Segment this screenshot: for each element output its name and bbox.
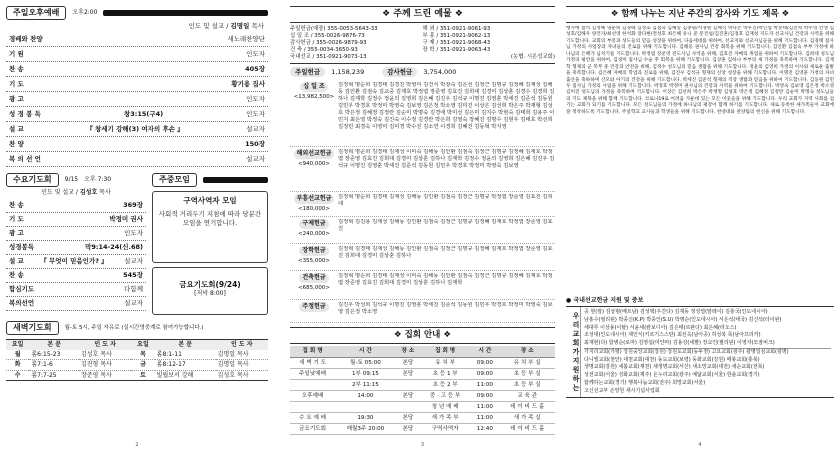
dawn-schedule-table xyxy=(6,339,268,381)
diamond-icon: ❖ xyxy=(454,9,463,19)
offering-label: 부흥선교헌금 xyxy=(294,194,335,204)
table-cell: 데 이 비 드 홀 xyxy=(499,402,555,413)
table-cell: 김진형 목사 xyxy=(80,361,112,369)
table-cell: 교 육 관 xyxy=(499,391,555,402)
missions-line: 남홍수(필리핀) 박종신(K.P) 박종인(S.U) 박명순(인도네시아) 서은석(태국) 김신석(타이완) xyxy=(584,316,782,323)
dawn-note: 월-토 5시, 주일 자유로 (실시간영중계로 참여가능합니다.) xyxy=(64,324,204,331)
offering-names: 김정혁 명순희 김경태 김재성 이미숙 김해동 김인환 김점숙 김정근 김명규 김정혜 김재호 박정엽 장준영 김효진 김희대 김경미 김상훈 김하나 김재학 xyxy=(338,273,553,287)
offering-amount: <13,982,500> xyxy=(293,94,335,101)
order-value: 인도자 xyxy=(246,95,265,104)
offering-row xyxy=(290,192,555,217)
sermon-title: 『 창세기 강해(3) 여자의 후손 』 xyxy=(86,125,184,134)
bank-note: (농협. 시온성교회) xyxy=(510,54,555,61)
missions-subtitle-text: 국내선교헌금 지원 및 중보 xyxy=(573,296,644,304)
meeting-schedule-table xyxy=(290,346,555,435)
order-value: 창3:15(구4) xyxy=(123,110,164,119)
order-value: 다함께 xyxy=(124,285,143,294)
dawn-header xyxy=(6,321,268,335)
diamond-icon: ❖ xyxy=(394,330,402,341)
table-cell: 09:00 xyxy=(470,369,499,380)
table-cell: 09:00 xyxy=(470,358,499,369)
offering-totals xyxy=(290,67,555,77)
leader-name: 김성호 xyxy=(79,189,98,197)
table-cell: 중 · 고 등 부 xyxy=(420,391,470,402)
afternoon-order-list xyxy=(6,32,268,167)
order-value: 박정미 권사 xyxy=(109,215,143,224)
dawn-title: 새벽기도회 xyxy=(6,321,59,335)
box-title: 구역사역자 모임 xyxy=(183,196,237,206)
order-label: 성 경 봉 독 xyxy=(9,110,41,119)
table-cell: 2부 11:15 xyxy=(335,380,396,391)
diamond-icon: ❖ xyxy=(610,9,619,19)
table-cell: 장준영 목사 xyxy=(80,371,112,379)
table-cell: 유 치 부 실 xyxy=(499,358,555,369)
order-label: 기 원 xyxy=(9,50,24,59)
dawn-prayer-section xyxy=(6,321,268,381)
column-header: 시 간 xyxy=(335,346,396,358)
table-cell: 롬7:1-6 xyxy=(31,361,53,369)
table-cell: 수 요 예 배 xyxy=(290,413,335,424)
offering-label-cell xyxy=(290,82,338,144)
table-cell: 금 xyxy=(140,361,146,369)
table-cell: 주일낮예배 xyxy=(290,369,335,380)
table-cell: 본당 xyxy=(396,391,420,402)
order-value: 150장 xyxy=(245,140,265,149)
order-label: 찬 송 xyxy=(9,201,24,210)
account-list xyxy=(290,26,555,64)
order-row xyxy=(6,227,146,241)
schedule-section-title xyxy=(290,327,555,344)
order-label: 복 의 선 언 xyxy=(9,155,41,164)
table-cell: 김명일 목사 xyxy=(217,350,249,358)
sunday-offering-amount: 1,158,239 xyxy=(331,68,365,77)
account-line: 부 흥 / 351-0921-9062-13 xyxy=(422,33,491,40)
table-cell: 12:40 xyxy=(470,424,499,435)
table-cell: 새 가 족 실 xyxy=(499,413,555,424)
order-value: 설교자 xyxy=(246,155,265,164)
offering-names: 김정혁 김경태 김재성 김해동 김인환 김점숙 김정근 김명규 김정혜 김재호 박정엽 장준영 김효진 김희대 김경미 김상훈 김하나 xyxy=(338,246,553,260)
box-title: 금요기도회(9/24) xyxy=(179,280,241,290)
account-line: 장 학 / 351-0921-9063-43 xyxy=(422,47,491,54)
sunday-offering-label: 주일헌금 xyxy=(290,67,325,77)
order-label: 기 도 xyxy=(9,215,24,224)
offering-label-cell xyxy=(290,219,338,241)
header-bar xyxy=(103,10,268,16)
prayer-requests-text: 행사에 참석 김정혜 명순희 김경태 김성호 김점숙 김해동 김종필/서경원 김해식 박다온 박우진/박인섭 박준태/김진혁 박주영 안생 김성호/김해우 양건자/최선영 한석화 장다현/전성호 최은혜 유니 준 문진섭/김진훈/김경호 김재성 지도자 선교사님 건강과 사역을 위해 기도합니다. 교회의 부흥과 성도들의 믿음 성장을 위하여, 다음세대를 위하여, 선교지와 선교사님들을 위해 기도합니다. 김경태 집사님 가정의 사업장과 자녀들의 진로를 위해 기도합니다. 김해동 권사님 건강 회복을 위해 기도합니다. 김인환 김점숙 부부 가정에 하나님의 은혜가 넘치기를 기도합니다. 박정엽 장준영 전도사님 사역을 위해, 김효진 자매의 취업을 위하여 기도합니다. 김희대 성도님 가정의 평안을 위하여, 김경미 집사님 수술 후 회복을 위해 기도합니다. 김상훈 김하나 부부의 새 가정을 축복하며 기도합니다. 김재학 형제의 군 복무 중 건강과 안전을 위해, 김정수 성도님의 믿음 생활을 위해 기도합니다. 정윤의 김영희 가정의 이사와 새로운 출발을 축복합니다. 김은혜 자매의 학업과 진로를 위해, 김진우 김석규 형제의 신앙 성장을 위해 기도합니다. 이명진 김영훈 가정의 자녀 출산을 축하하며 산모와 아기의 건강을 위해 기도합니다. 박세진 김준석 형제의 직장 생활과 믿음을 위하여 기도합니다. 김동원 김민우 집사님 가정의 사업을 위해 기도합니다. 박경호 박정미 권사님의 건강과 사역을 위하여 기도합니다. 박영숙 김보영 김은정 박소영 김미진 성도님의 가정을 축복하며 기도합니다. 이상은 김선희 박은주 박재형 김성호 박은정 김혜정 김정란 김순미 박명숙 성도님들의 기도 제목을 위해 함께 기도합니다. 코로나19로 어려움 가운데 있는 모든 이웃들을 위해 기도합니다. 우리 교회가 지역 사회를 섬기는 교회가 되기를 기도합니다. 모든 성도님들의 가정에 하나님의 평강이 함께 하기를 기도합니다. 새로 등록한 새가족들이 교회에 잘 정착하도록 기도합니다. 주일학교 교사들과 학생들을 위해 기도합니다. 찬양대와 찬양팀의 헌신을 위해 기도합니다. xyxy=(566,25,834,115)
table-cell: 데 이 비 드 홀 xyxy=(499,424,555,435)
table-cell: 수 xyxy=(14,371,21,379)
table-cell: 새 가 족 부 xyxy=(420,413,470,424)
diamond-icon: ❖ xyxy=(443,330,451,341)
missions-line: 함께하는교회(경기) 행복나눔교회(전주) 희망교회(서울) xyxy=(584,379,706,386)
order-label: 찬 송 xyxy=(9,271,24,280)
account-line: 건 축 / 355-0034-3650-93 xyxy=(290,47,358,54)
cell-leader-meeting-box xyxy=(152,191,268,263)
offering-label-cell xyxy=(290,302,338,320)
leader-title: 목사 xyxy=(99,189,111,197)
missions-line: 가지리교회(가평) 강원중앙교회(강원) 강원도교회(동두천) 고요교회(광주) 광명일심교회(광명) xyxy=(584,348,789,355)
missions-lines xyxy=(581,307,834,397)
schedule-title: 집회 안내 xyxy=(404,330,441,341)
order-value: 369장 xyxy=(123,201,143,210)
order-label: 합심기도 xyxy=(9,285,35,294)
bulletin-page-3 xyxy=(290,6,555,448)
order-label: 설 교 xyxy=(9,257,24,266)
missions-side-label: 우리교회가지원하는 xyxy=(566,307,581,397)
box-text: 사회적 거리두기 지침에 따라 당분간 모임을 연기합니다. xyxy=(158,209,262,228)
order-row xyxy=(6,241,146,255)
table-cell: 화 xyxy=(14,361,21,369)
table-row xyxy=(290,358,555,369)
order-row xyxy=(6,152,268,167)
header-bar xyxy=(203,177,268,183)
missions-subtitle xyxy=(566,297,834,305)
offering-amount: <940,000> xyxy=(298,161,330,168)
diamond-icon: ❖ xyxy=(781,9,790,19)
offering-label: 구제헌금 xyxy=(299,219,328,229)
order-value-2: 설교자 xyxy=(124,257,143,266)
order-value: 405장 xyxy=(245,65,265,74)
table-cell: 오후예배 xyxy=(290,391,335,402)
table-cell: 매월3주 20:00 xyxy=(335,424,396,435)
afternoon-service-title: 주일오후예배 xyxy=(6,6,66,20)
table-cell: 11:00 xyxy=(470,413,499,424)
table-cell xyxy=(396,380,420,391)
offering-names: 김정혁 명순희 김경태 김재성 이미숙 김해동 김인환 김점숙 김정근 김명규 김정혜 김재호 박정엽 장준영 김효진 김희대 김경미 김상훈 김하나 김재학 김정수 정윤의 김영희 김은혜 김진우 김석규 이명진 김영훈 박세진 김준석 김동원 김민우 박경호 박정미 박영숙 김보영 xyxy=(338,149,555,170)
offering-label-cell xyxy=(290,273,338,297)
order-value-2: 설교자 xyxy=(246,125,265,134)
column-header: 본 문 xyxy=(178,341,192,349)
thanks-offering-label: 감사헌금 xyxy=(382,67,417,77)
order-row xyxy=(6,137,268,152)
table-cell: 초 등 2 부 xyxy=(420,380,470,391)
order-row xyxy=(6,199,146,213)
wednesday-time: 오후 7:30 xyxy=(84,176,112,184)
leader-name: 김명일 xyxy=(230,22,250,30)
order-row xyxy=(6,269,146,283)
order-label: 설 교 xyxy=(9,125,24,134)
table-row xyxy=(6,370,268,381)
table-cell: 월 xyxy=(14,350,21,358)
prayer-title: 함께 나누는 지난 주간의 감사와 기도 제목 xyxy=(621,9,779,19)
thanks-offering-amount: 3,754,000 xyxy=(423,68,457,77)
column-header: 장 소 xyxy=(499,346,555,358)
offering-label: 장학헌금 xyxy=(299,246,328,256)
table-cell xyxy=(396,402,420,413)
weekday-meetings xyxy=(152,173,268,315)
table-cell: 본당 xyxy=(396,424,420,435)
page-number: 4 xyxy=(698,441,702,448)
order-label: 복의선언 xyxy=(9,299,35,308)
offering-list xyxy=(290,80,555,323)
account-column-right xyxy=(423,26,556,61)
offering-amount: <180,000> xyxy=(298,206,330,213)
missions-line: 성전교회(서울) 성화교회(제주) 온누리교회(광주) 예닮교회(서울) 한솔교회(경기) xyxy=(584,372,760,379)
order-label: 광 고 xyxy=(9,229,24,238)
table-cell xyxy=(335,402,396,413)
account-line: 감사헌금 / 355-0026-9879-93 xyxy=(290,40,367,47)
table-cell: 금요기도회 xyxy=(290,424,335,435)
offering-amount: <355,000> xyxy=(298,258,330,265)
box-text: [저녁 8:00] xyxy=(194,289,226,297)
table-cell: 본당 xyxy=(396,358,420,369)
table-cell: 월-토 05:00 xyxy=(335,358,396,369)
order-row xyxy=(6,62,268,77)
table-cell: 14:00 xyxy=(335,391,396,402)
afternoon-service-header xyxy=(6,6,268,20)
column-header: 집 회 명 xyxy=(420,346,470,358)
table-cell: 초 등 1 부 xyxy=(420,369,470,380)
order-row xyxy=(6,77,268,92)
offering-names: 김정혁 명순희 김경태 김경진 박영미 김건식 박창숙 김은선 김정근 김명규 김정혜 김재성 김해동 김인환 김점숙 김교중 김재호 박정엽 장준영 김효진 김희대 김경미 김상훈 김경수 김경희 김하나 김재학 김정수 정윤의 김영희 김은혜 김진우 김석규 이명진 김영훈 박세진 김준석 김동원 김민우 박경호 박정미 박영숙 김보영 김은정 박소영 김미진 이상은 김선희 박은주 박재형 김성호 박은정 김혜정 김정란 김순미 박명숙 김경애 박미선 김은미 김지수 박현숙 김태희 김용주 이민지 최은영 박정숙 김진숙 이수정 김경란 박은희 김영숙 장혜진 김명수 김현우 김태호 박선희 김정민 최경숙 이영미 김미경 박수진 김소연 이경희 김혜진 김동혁 박지영 xyxy=(338,82,555,130)
offering-amount: <240,000> xyxy=(298,231,330,238)
weekday-title: 주중모임 xyxy=(152,173,197,187)
order-value: 설교자 xyxy=(124,299,143,308)
offering-names: 김진우 박성희 김석규 이명진 김영훈 박세진 김준석 김동원 김민우 박경호 박정미 박영숙 김보영 김은정 박소영 xyxy=(338,302,553,316)
page-number: 2 xyxy=(135,441,139,448)
table-cell: 청 년 예 배 xyxy=(420,402,470,413)
table-cell: 새 벽 기 도 xyxy=(290,358,335,369)
order-row xyxy=(6,297,146,311)
column-header: 인 도 자 xyxy=(231,341,253,349)
offering-title: 주께 드린 예물 xyxy=(393,9,452,19)
table-row xyxy=(290,380,555,391)
account-line: 구 제 / 351-0921-9068-43 xyxy=(422,40,491,47)
offering-row xyxy=(290,300,555,323)
bulletin-page-2 xyxy=(6,6,268,448)
table-cell: 김명일 목사 xyxy=(217,361,249,369)
missions-line: 고신선교부 손양원 새시기념사업회 xyxy=(584,387,660,394)
table-cell: 11:00 xyxy=(470,402,499,413)
leader-label: 인도 및 설교 / xyxy=(188,22,231,30)
leader-title: 목사 xyxy=(251,22,264,30)
sermon-title: 『 무엇이 믿음인가? 』 xyxy=(40,257,108,266)
order-label: 찬 양 xyxy=(9,140,24,149)
weekday-header xyxy=(152,173,268,187)
offering-label: 해외선교헌금 xyxy=(294,149,335,159)
account-line: 국내선교 / 351-0921-9073-13 xyxy=(290,54,367,61)
bulletin-page-4 xyxy=(566,6,834,448)
friday-prayer-box xyxy=(152,267,268,315)
table-row xyxy=(290,369,555,380)
bullet-icon: ● xyxy=(566,296,572,304)
order-value: 인도자 xyxy=(124,229,143,238)
table-cell: 김성호 목사 xyxy=(80,350,112,358)
table-cell: 롬7:7-25 xyxy=(31,371,57,379)
offering-amount: <685,000> xyxy=(298,285,330,292)
offering-label: 건축헌금 xyxy=(299,273,328,283)
order-label: 경배와 찬양 xyxy=(9,35,43,44)
missions-line: 조성대(인도네시아) 제인식(키르기스스탄) 최선옥(남아공) 허성복 목(남아프리카) xyxy=(584,332,761,339)
missions-line: 최재현(다) 함병순(로마) 김영섭(미얀마) 김용상(네팔) 장교인(필리핀) 이영자(모잠비크) xyxy=(584,340,831,349)
table-cell: 초 등 부 실 xyxy=(499,369,555,380)
order-row xyxy=(6,32,268,47)
table-cell: 본당 xyxy=(396,413,420,424)
table-cell: 구역사역자 xyxy=(420,424,470,435)
table-cell: 롬6:15-23 xyxy=(31,350,61,358)
wednesday-title: 수요기도회 xyxy=(6,173,59,187)
table-header-row xyxy=(6,340,268,350)
column-header: 요일 xyxy=(137,341,149,349)
offering-row xyxy=(290,217,555,244)
order-row xyxy=(6,107,268,122)
order-row xyxy=(6,255,146,269)
account-line: 주일헌금(예장) 355-0053-5643-33 xyxy=(290,26,378,33)
order-value: 막9:14-24(신.68) xyxy=(85,243,143,252)
order-row xyxy=(6,283,146,297)
table-row xyxy=(6,350,268,360)
table-cell: 목 xyxy=(140,350,146,358)
table-row xyxy=(290,424,555,435)
wednesday-service xyxy=(6,173,146,315)
table-cell xyxy=(290,402,335,413)
afternoon-leader-line xyxy=(6,20,268,32)
offering-row xyxy=(290,271,555,300)
account-line: 해 외 / 351-0921-9061-93 xyxy=(422,26,491,33)
offering-label: 주정헌금 xyxy=(299,302,328,312)
table-header-row xyxy=(290,346,555,358)
table-cell: 19:30 xyxy=(335,413,396,424)
table-cell: 김성호 목사 xyxy=(217,371,249,379)
order-label: 찬 송 xyxy=(9,65,24,74)
order-row xyxy=(6,122,268,137)
table-row xyxy=(290,413,555,424)
afternoon-service-time: 오후2:00 xyxy=(72,9,98,17)
offering-row xyxy=(290,244,555,271)
missions-line: 공 현(캄) 김상범(베트남) 김성택(우간다) 김재동 정성열(말레이) 김충국(인도네시아) xyxy=(584,309,768,316)
table-row xyxy=(290,402,555,413)
wednesday-leader-line xyxy=(6,187,146,199)
offering-label-cell xyxy=(290,149,338,189)
midweek-section xyxy=(6,173,268,315)
account-line: 십 일 조 / 355-0026-9876-73 xyxy=(290,33,365,40)
missions-support-list xyxy=(566,306,834,398)
table-cell: 1부 09:15 xyxy=(335,369,396,380)
leader-label: 인도 및 설교 / xyxy=(41,189,80,197)
offering-names: 김정혁 김진용 김재성 김해동 김인환 김점숙 김정근 김명규 김정혜 김재호 박정엽 장준영 김효진 xyxy=(338,219,553,233)
offering-section-title xyxy=(290,6,555,23)
account-column-left xyxy=(290,26,423,61)
column-header: 장 소 xyxy=(396,346,420,358)
offering-label: 십 일 조 xyxy=(300,82,328,92)
order-value: 새노래찬양단 xyxy=(227,35,265,44)
column-header: 시 간 xyxy=(470,346,499,358)
offering-row xyxy=(290,80,555,147)
order-value: 545장 xyxy=(123,271,143,280)
table-cell: 유 치 부 xyxy=(420,358,470,369)
offering-row xyxy=(290,147,555,192)
order-label: 기 도 xyxy=(9,80,24,89)
offering-names: 김정혁 명순희 김경태 김재성 김해동 김인환 김점숙 김정근 김명규 박정엽 장준영 김효진 김희대 xyxy=(338,194,553,208)
missions-line: 세대루 이상용(이탈) 서윤세(캄보디아) 김은태(르완다) 최은혜(라오스) xyxy=(584,324,737,331)
order-value: 황기용 집사 xyxy=(231,80,265,89)
column-header: 집 회 명 xyxy=(290,346,335,358)
wednesday-header xyxy=(6,173,146,187)
diamond-icon: ❖ xyxy=(382,9,391,19)
table-cell xyxy=(290,380,335,391)
order-row xyxy=(6,47,268,62)
wednesday-date: 9/15 xyxy=(64,176,79,184)
order-value: 인도자 xyxy=(246,50,265,59)
table-cell: 11:00 xyxy=(470,380,499,391)
table-cell: 롬8:12-17 xyxy=(156,361,186,369)
order-value-2: 인도자 xyxy=(246,110,265,119)
missions-line: 생명교회(강원) 새봄교회(제천) 새생명교회(서산) 새소망교회(대전) 새순교회(전북) xyxy=(584,364,765,371)
order-row xyxy=(6,92,268,107)
offering-label-cell xyxy=(290,246,338,268)
missions-line: 다니엘교회(천안) 대천교회(대천) 동도교회(보령) 동화교회(강원) 매봉교회(충북) xyxy=(584,356,760,363)
order-row xyxy=(6,213,146,227)
column-header: 본 문 xyxy=(47,341,62,349)
table-cell: 빌립보서 강해 xyxy=(156,371,194,379)
table-row xyxy=(290,391,555,402)
table-cell: 롬8:1-11 xyxy=(156,350,182,358)
table-row xyxy=(6,360,268,371)
page-number: 3 xyxy=(420,441,425,448)
table-cell: 본당 xyxy=(396,369,420,380)
order-label: 성경봉독 xyxy=(9,243,35,252)
offering-label-cell xyxy=(290,194,338,214)
column-header: 요일 xyxy=(11,341,24,349)
table-cell: 초 등 부 실 xyxy=(499,380,555,391)
order-label: 광 고 xyxy=(9,95,24,104)
table-cell: 09:00 xyxy=(470,391,499,402)
prayer-section-title xyxy=(566,6,834,23)
column-header: 인 도 자 xyxy=(94,341,116,349)
table-cell: 토 xyxy=(140,371,146,379)
